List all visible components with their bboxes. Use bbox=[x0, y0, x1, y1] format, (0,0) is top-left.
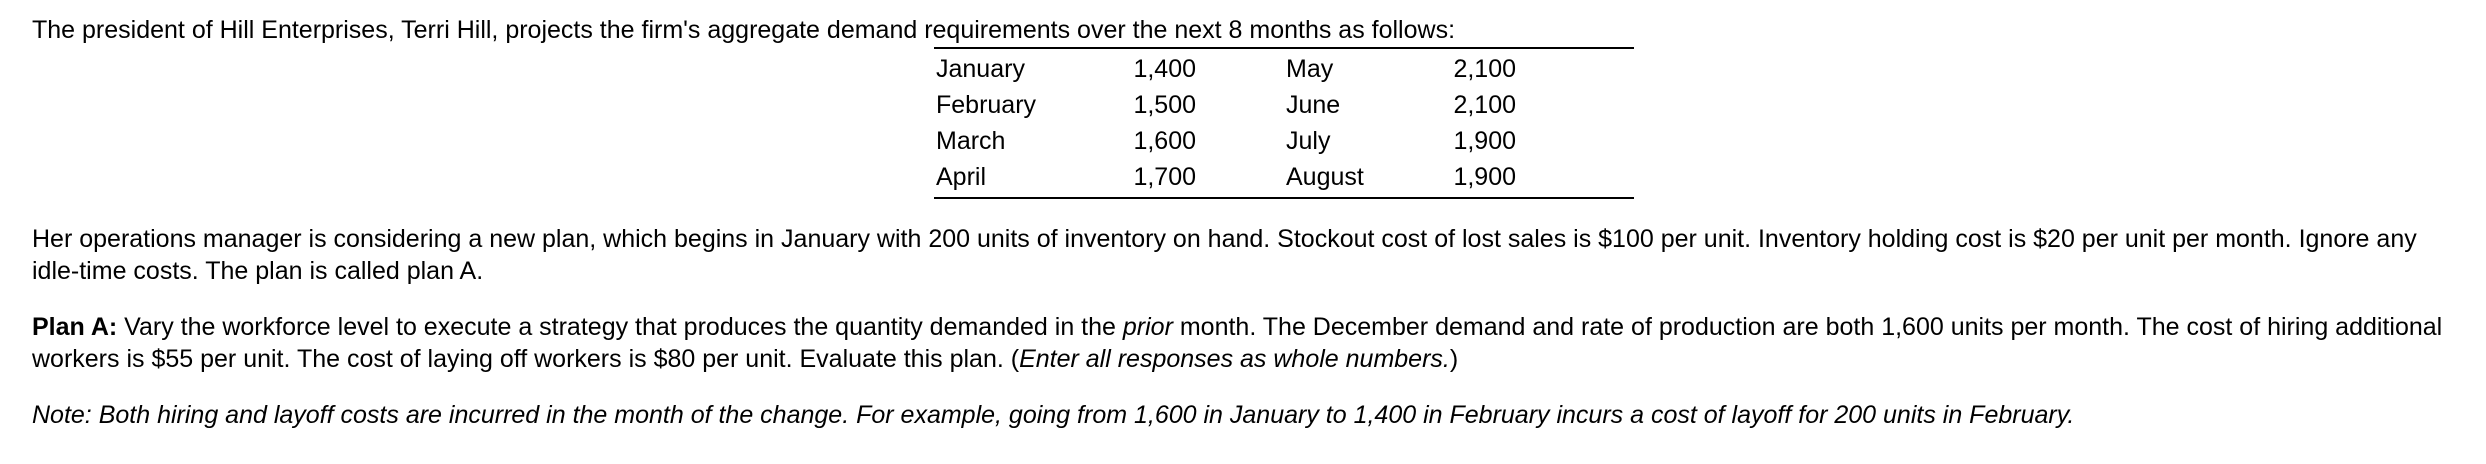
month-cell: June bbox=[1286, 91, 1341, 119]
plan-a-text-continued: month. The December demand and rate of production are both 1,600 units per month. The cost of hiring additional workers is $55 per unit. The cost of laying off workers is $80 per unit. Evaluate this plan. ( bbox=[32, 313, 2443, 373]
plan-a-label: Plan A: bbox=[32, 313, 118, 341]
demand-value-cell: 1,600 bbox=[1133, 127, 1196, 155]
demand-value-cell: 2,100 bbox=[1453, 91, 1516, 119]
plan-a-text: Vary the workforce level to execute a strategy that produces the quantity demanded in the bbox=[117, 313, 1123, 341]
demand-value-cell: 1,700 bbox=[1133, 163, 1196, 191]
table-row bbox=[934, 87, 1634, 123]
demand-value-cell: 1,900 bbox=[1453, 163, 1516, 191]
plan-a-emphasis: prior bbox=[1122, 313, 1173, 341]
table-row bbox=[934, 123, 1634, 159]
demand-value-cell: 2,100 bbox=[1453, 55, 1516, 83]
demand-value-cell: 1,500 bbox=[1133, 91, 1196, 119]
demand-value-cell: 1,900 bbox=[1453, 127, 1516, 155]
demand-value-cell: 1,400 bbox=[1133, 55, 1196, 83]
month-cell: May bbox=[1286, 55, 1334, 83]
month-cell: August bbox=[1286, 163, 1364, 191]
table-row bbox=[934, 159, 1634, 195]
month-cell: July bbox=[1286, 127, 1331, 155]
month-cell: January bbox=[936, 55, 1025, 83]
note-paragraph: Note: Both hiring and layoff costs are incurred in the month of the change. For example, going from 1,600 in January to 1,400 in February incurs a cost of layoff for 200 units in February. bbox=[32, 401, 2075, 429]
month-cell: March bbox=[936, 127, 1006, 155]
demand-table bbox=[934, 47, 1634, 199]
plan-description-paragraph: Her operations manager is considering a new plan, which begins in January with 200 units of inventory on hand. Stockout cost of lost sales is $100 per unit. Inventory holding cost is $20 per unit per month. Ignore any idle-time costs. The plan is called plan A. bbox=[32, 225, 2417, 285]
table-row bbox=[934, 51, 1634, 87]
plan-a-paragraph bbox=[32, 311, 2462, 375]
plan-a-closing: ) bbox=[1449, 345, 1459, 373]
problem-content bbox=[32, 14, 2462, 431]
month-cell: April bbox=[936, 163, 987, 191]
response-instruction: Enter all responses as whole numbers. bbox=[1019, 345, 1450, 373]
month-cell: February bbox=[936, 91, 1037, 119]
intro-text: The president of Hill Enterprises, Terri Hill, projects the firm's aggregate demand requirements over the next 8 months as follows: bbox=[32, 16, 1456, 44]
